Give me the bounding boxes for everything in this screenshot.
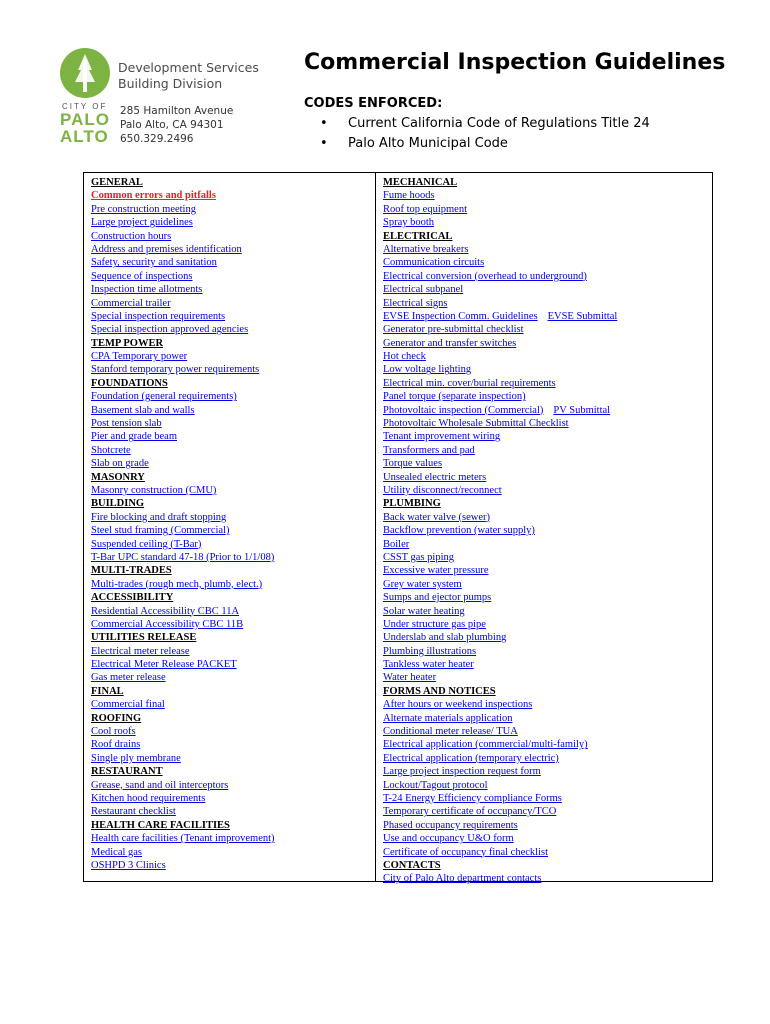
list-item	[383, 631, 712, 644]
link-electrical-signs[interactable]: Electrical signs	[383, 297, 448, 309]
codes-enforced-list	[318, 114, 650, 154]
list-item	[383, 283, 712, 296]
link-alternative-breakers[interactable]: Alternative breakers	[383, 243, 469, 255]
section-heading-electrical: ELECTRICAL	[383, 230, 453, 242]
department-name	[118, 60, 259, 92]
list-item	[383, 471, 712, 484]
section-heading-mechanical: MECHANICAL	[383, 177, 458, 188]
list-item	[91, 350, 375, 363]
list-item	[91, 671, 375, 684]
link-photovoltaic-inspection-commercial[interactable]: Photovoltaic inspection (Commercial)	[383, 404, 544, 416]
link-tankless-water-heater[interactable]: Tankless water heater	[383, 659, 474, 671]
list-item	[91, 203, 375, 216]
link-sumps-and-ejector-pumps[interactable]: Sumps and ejector pumps	[383, 592, 492, 604]
link-transformers-and-pad[interactable]: Transformers and pad	[383, 444, 475, 456]
section-heading-temp-power: TEMP POWER	[91, 337, 164, 349]
link-cool-roofs[interactable]: Cool roofs	[91, 726, 136, 738]
list-item	[91, 859, 375, 872]
link-temporary-certificate-of-occupancy-tco[interactable]: Temporary certificate of occupancy/TCO	[383, 806, 557, 818]
list-item	[91, 363, 375, 376]
link-under-structure-gas-pipe[interactable]: Under structure gas pipe	[383, 618, 486, 630]
list-item	[383, 524, 712, 537]
list-item	[383, 430, 712, 443]
link-safety-security-and-sanitation[interactable]: Safety, security and sanitation	[91, 257, 217, 269]
link-grey-water-system[interactable]: Grey water system	[383, 578, 462, 590]
list-item	[383, 819, 712, 832]
list-item	[383, 203, 712, 216]
list-item	[91, 297, 375, 310]
link-excessive-water-pressure[interactable]: Excessive water pressure	[383, 565, 489, 577]
street-address: 285 Hamilton Avenue	[120, 105, 234, 117]
list-item	[383, 189, 712, 202]
list-item	[91, 846, 375, 859]
list-item	[383, 578, 712, 591]
link-torque-values[interactable]: Torque values	[383, 458, 443, 470]
link-use-and-occupancy-u-o-form[interactable]: Use and occupancy U&O form	[383, 833, 514, 845]
link-health-care-facilities-tenant-improvement[interactable]: Health care facilities (Tenant improvement)	[91, 833, 275, 845]
link-backflow-prevention-water-supply[interactable]: Backflow prevention (water supply)	[383, 525, 535, 537]
link-generator-and-transfer-switches[interactable]: Generator and transfer switches	[383, 337, 517, 349]
link-large-project-guidelines[interactable]: Large project guidelines	[91, 217, 193, 229]
code-item: • Current California Code of Regulations Title 24	[318, 114, 650, 134]
link-lockout-tagout-protocol[interactable]: Lockout/Tagout protocol	[383, 779, 488, 791]
left-column	[84, 173, 376, 881]
link-post-tension-slab[interactable]: Post tension slab	[91, 418, 162, 430]
link-foundation-general-requirements[interactable]: Foundation (general requirements)	[91, 391, 237, 403]
tree-icon	[60, 48, 110, 98]
list-item	[91, 738, 375, 751]
list-item	[383, 551, 712, 564]
section-heading-accessibility: ACCESSIBILITY	[91, 592, 174, 604]
list-item	[383, 350, 712, 363]
link-pier-and-grade-beam[interactable]: Pier and grade beam	[91, 431, 178, 443]
address-block	[120, 104, 233, 146]
list-item	[383, 538, 712, 551]
list-item	[383, 618, 712, 631]
list-item	[383, 511, 712, 524]
section-heading-plumbing: PLUMBING	[383, 498, 441, 510]
list-item	[91, 658, 375, 671]
city-name-line-2: ALTO	[60, 127, 109, 146]
link-multi-trades-rough-mech-plumb-elect[interactable]: Multi-trades (rough mech, plumb, elect.)	[91, 578, 263, 590]
list-item	[383, 377, 712, 390]
link-commercial-trailer[interactable]: Commercial trailer	[91, 297, 171, 309]
phone-number: 650.329.2496	[120, 133, 194, 145]
list-item	[383, 792, 712, 805]
list-item	[91, 725, 375, 738]
link-evse-submittal[interactable]: EVSE Submittal	[547, 310, 618, 322]
link-special-inspection-approved-agencies[interactable]: Special inspection approved agencies	[91, 324, 249, 336]
codes-enforced-heading: CODES ENFORCED:	[304, 96, 443, 111]
link-csst-gas-piping[interactable]: CSST gas piping	[383, 551, 454, 563]
section-heading-building: BUILDING	[91, 498, 145, 510]
link-residential-accessibility-cbc-11a[interactable]: Residential Accessibility CBC 11A	[91, 605, 240, 617]
list-item	[383, 310, 712, 323]
link-hot-check[interactable]: Hot check	[383, 351, 426, 363]
link-underslab-and-slab-plumbing[interactable]: Underslab and slab plumbing	[383, 632, 507, 644]
section-heading-multi-trades: MULTI-TRADES	[91, 565, 172, 577]
city-name	[60, 111, 110, 145]
link-electrical-meter-release[interactable]: Electrical meter release	[91, 645, 190, 657]
list-item	[383, 457, 712, 470]
city-logo	[58, 46, 278, 146]
link-phased-occupancy-requirements[interactable]: Phased occupancy requirements	[383, 819, 518, 831]
link-electrical-application-commercial-multi-family[interactable]: Electrical application (commercial/multi-family)	[383, 739, 588, 751]
list-item	[383, 872, 712, 885]
list-item	[91, 645, 375, 658]
link-tenant-improvement-wiring[interactable]: Tenant improvement wiring	[383, 431, 501, 443]
list-item	[383, 270, 712, 283]
list-item	[91, 230, 375, 243]
list-item	[91, 805, 375, 818]
link-fire-blocking-and-draft-stopping[interactable]: Fire blocking and draft stopping	[91, 511, 227, 523]
list-item	[383, 323, 712, 336]
link-roof-drains[interactable]: Roof drains	[91, 739, 141, 751]
section-heading-utilities-release: UTILITIES RELEASE	[91, 632, 197, 644]
list-item	[383, 658, 712, 671]
list-item	[383, 645, 712, 658]
link-commercial-final[interactable]: Commercial final	[91, 699, 165, 711]
list-item	[383, 846, 712, 859]
list-item	[383, 832, 712, 845]
link-boiler[interactable]: Boiler	[383, 538, 410, 550]
link-t-24-energy-efficiency-compliance-forms[interactable]: T-24 Energy Efficiency compliance Forms	[383, 792, 562, 804]
list-item	[91, 779, 375, 792]
list-item	[91, 270, 375, 283]
link-low-voltage-lighting[interactable]: Low voltage lighting	[383, 364, 472, 376]
link-evse-inspection-comm-guidelines[interactable]: EVSE Inspection Comm. Guidelines	[383, 310, 538, 322]
list-item	[91, 698, 375, 711]
link-basement-slab-and-walls[interactable]: Basement slab and walls	[91, 404, 195, 416]
list-item	[91, 524, 375, 537]
link-unsealed-electric-meters[interactable]: Unsealed electric meters	[383, 471, 487, 483]
link-city-of-palo-alto-department-contacts[interactable]: City of Palo Alto department contacts	[383, 873, 542, 885]
link-stanford-temporary-power-requirements[interactable]: Stanford temporary power requirements	[91, 364, 260, 376]
list-item	[91, 430, 375, 443]
link-fume-hoods[interactable]: Fume hoods	[383, 190, 435, 202]
link-pv-submittal[interactable]: PV Submittal	[553, 404, 611, 416]
list-item	[383, 725, 712, 738]
list-item	[91, 792, 375, 805]
list-item	[91, 256, 375, 269]
link-restaurant-checklist[interactable]: Restaurant checklist	[91, 806, 176, 818]
list-item	[91, 484, 375, 497]
section-heading-masonry: MASONRY	[91, 471, 145, 483]
list-item	[383, 390, 712, 403]
link-masonry-construction-cmu[interactable]: Masonry construction (CMU)	[91, 484, 217, 496]
list-item	[91, 189, 375, 202]
link-construction-hours[interactable]: Construction hours	[91, 230, 172, 242]
link-t-bar-upc-standard-47-18-prior-to-1-1-08[interactable]: T-Bar UPC standard 47-18 (Prior to 1/1/08)	[91, 551, 275, 563]
list-item	[383, 297, 712, 310]
link-single-ply-membrane[interactable]: Single ply membrane	[91, 752, 181, 764]
section-heading-restaurant: RESTAURANT	[91, 766, 163, 778]
list-item	[383, 591, 712, 604]
section-heading-contacts: CONTACTS	[383, 859, 441, 871]
link-pre-construction-meeting[interactable]: Pre construction meeting	[91, 203, 196, 215]
list-item	[383, 444, 712, 457]
city-name-line-1: PALO	[60, 110, 110, 129]
link-address-and-premises-identification[interactable]: Address and premises identification	[91, 243, 242, 255]
link-conditional-meter-release-tua[interactable]: Conditional meter release/ TUA	[383, 726, 518, 738]
right-column	[376, 173, 712, 885]
list-item	[91, 551, 375, 564]
link-electrical-meter-release-packet[interactable]: Electrical Meter Release PACKET	[91, 659, 237, 671]
link-suspended-ceiling-t-bar[interactable]: Suspended ceiling (T-Bar)	[91, 538, 202, 550]
list-item	[383, 363, 712, 376]
list-item	[383, 752, 712, 765]
list-item	[383, 671, 712, 684]
list-item	[383, 484, 712, 497]
link-steel-stud-framing-commercial[interactable]: Steel stud framing (Commercial)	[91, 525, 230, 537]
link-alternate-materials-application[interactable]: Alternate materials application	[383, 712, 513, 724]
list-item	[383, 712, 712, 725]
link-slab-on-grade[interactable]: Slab on grade	[91, 458, 149, 470]
list-item	[91, 578, 375, 591]
link-electrical-subpanel[interactable]: Electrical subpanel	[383, 284, 464, 296]
list-item	[91, 832, 375, 845]
section-heading-roofing: ROOFING	[91, 712, 142, 724]
list-item	[91, 457, 375, 470]
link-roof-top-equipment[interactable]: Roof top equipment	[383, 203, 467, 215]
section-heading-final: FINAL	[91, 685, 124, 697]
list-item	[383, 256, 712, 269]
link-generator-pre-submittal-checklist[interactable]: Generator pre-submittal checklist	[383, 324, 524, 336]
list-item	[91, 283, 375, 296]
list-item	[91, 310, 375, 323]
list-item	[383, 564, 712, 577]
list-item	[91, 444, 375, 457]
link-grease-sand-and-oil-interceptors[interactable]: Grease, sand and oil interceptors	[91, 779, 229, 791]
list-item	[91, 417, 375, 430]
list-item	[91, 243, 375, 256]
list-item	[383, 805, 712, 818]
list-item	[91, 605, 375, 618]
list-item	[383, 243, 712, 256]
link-shotcrete[interactable]: Shotcrete	[91, 444, 131, 456]
link-medical-gas[interactable]: Medical gas	[91, 846, 143, 858]
list-item	[91, 511, 375, 524]
list-item	[91, 390, 375, 403]
section-heading-foundations: FOUNDATIONS	[91, 377, 168, 389]
link-gas-meter-release[interactable]: Gas meter release	[91, 672, 166, 684]
link-utility-disconnect-reconnect[interactable]: Utility disconnect/reconnect	[383, 484, 502, 496]
link-water-heater[interactable]: Water heater	[383, 672, 437, 684]
link-plumbing-illustrations[interactable]: Plumbing illustrations	[383, 645, 477, 657]
link-oshpd-3-clinics[interactable]: OSHPD 3 Clinics	[91, 859, 166, 871]
list-item	[383, 698, 712, 711]
list-item	[383, 605, 712, 618]
list-item	[91, 323, 375, 336]
link-communication-circuits[interactable]: Communication circuits	[383, 257, 485, 269]
link-after-hours-or-weekend-inspections[interactable]: After hours or weekend inspections	[383, 699, 533, 711]
link-sequence-of-inspections[interactable]: Sequence of inspections	[91, 270, 193, 282]
link-commercial-accessibility-cbc-11b[interactable]: Commercial Accessibility CBC 11B	[91, 618, 244, 630]
link-spray-booth[interactable]: Spray booth	[383, 217, 435, 229]
link-solar-water-heating[interactable]: Solar water heating	[383, 605, 465, 617]
list-item	[91, 618, 375, 631]
link-large-project-inspection-request-form[interactable]: Large project inspection request form	[383, 766, 541, 778]
link-photovoltaic-wholesale-submittal-checklist[interactable]: Photovoltaic Wholesale Submittal Checklist	[383, 418, 569, 430]
link-electrical-conversion-overhead-to-underground[interactable]: Electrical conversion (overhead to underground)	[383, 270, 587, 282]
list-item	[383, 216, 712, 229]
list-item	[383, 765, 712, 778]
guidelines-table	[83, 172, 713, 885]
link-panel-torque-separate-inspection[interactable]: Panel torque (separate inspection)	[383, 391, 526, 403]
list-item	[383, 779, 712, 792]
link-special-inspection-requirements[interactable]: Special inspection requirements	[91, 310, 226, 322]
list-item	[383, 337, 712, 350]
link-inspection-time-allotments[interactable]: Inspection time allotments	[91, 284, 203, 296]
link-certificate-of-occupancy-final-checklist[interactable]: Certificate of occupancy final checklist	[383, 846, 549, 858]
department-line: Development Services	[118, 60, 259, 75]
list-item	[91, 752, 375, 765]
document-title: Commercial Inspection Guidelines	[304, 50, 726, 75]
section-heading-general: GENERAL	[91, 177, 143, 188]
list-item	[91, 538, 375, 551]
link-common-errors-and-pitfalls[interactable]: Common errors and pitfalls	[91, 190, 216, 202]
link-kitchen-hood-requirements[interactable]: Kitchen hood requirements	[91, 792, 206, 804]
link-electrical-min-cover-burial-requirements[interactable]: Electrical min. cover/burial requirements	[383, 377, 556, 389]
code-item: • Palo Alto Municipal Code	[318, 134, 650, 154]
list-item	[383, 417, 712, 430]
link-cpa-temporary-power[interactable]: CPA Temporary power	[91, 351, 188, 363]
city-state-zip: Palo Alto, CA 94301	[120, 119, 224, 131]
section-heading-health-care-facilities: HEALTH CARE FACILITIES	[91, 819, 230, 831]
section-heading-forms-and-notices: FORMS AND NOTICES	[383, 685, 496, 697]
list-item	[383, 404, 712, 417]
list-item	[91, 404, 375, 417]
link-back-water-valve-sewer[interactable]: Back water valve (sewer)	[383, 511, 490, 523]
list-item	[91, 216, 375, 229]
list-item	[383, 738, 712, 751]
division-line: Building Division	[118, 76, 223, 91]
city-of-label: CITY OF	[62, 102, 108, 111]
link-electrical-application-temporary-electric[interactable]: Electrical application (temporary electric)	[383, 752, 559, 764]
